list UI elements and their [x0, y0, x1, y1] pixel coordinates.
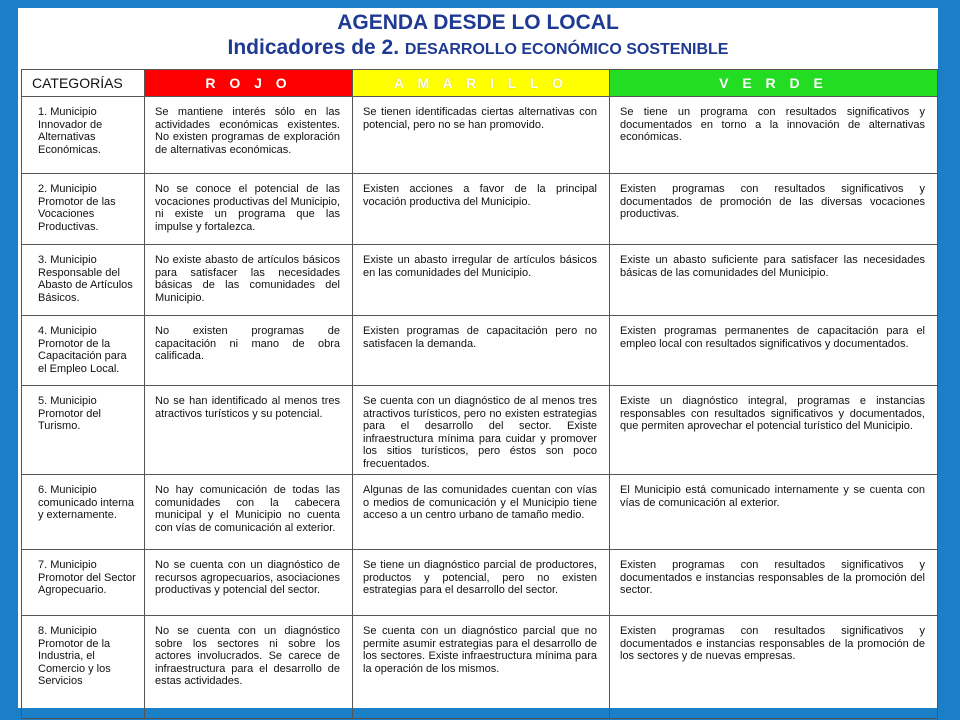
amarillo-cell: Existen acciones a favor de la principal vocación productiva del Municipio.	[353, 174, 610, 245]
table-row	[22, 475, 938, 550]
rojo-cell: Se mantiene interés sólo en las actividades económicas existentes. No existen programas de exploración de alternativas económicas.	[145, 97, 353, 174]
verde-cell: Existen programas con resultados significativos y documentados e instancias responsables de la promoción de los sectores y de nuevas empresas.	[610, 616, 938, 719]
header-amarillo: A M A R I L L O	[353, 70, 610, 97]
table-row	[22, 174, 938, 245]
verde-cell: Existen programas con resultados significativos y documentados de promoción de las diversas vocaciones productivas.	[610, 174, 938, 245]
table-row	[22, 97, 938, 174]
categoria-cell: 2. Municipio Promotor de las Vocaciones Productivas.	[22, 174, 145, 245]
verde-cell: Existe un abasto suficiente para satisfacer las necesidades básicas de las comunidades del Municipio.	[610, 245, 938, 316]
indicators-table	[21, 69, 938, 719]
amarillo-cell: Se tiene un diagnóstico parcial de productores, productos y potencial, pero no existen estrategias para el desarrollo del sector.	[353, 550, 610, 616]
page-subtitle	[18, 35, 938, 63]
rojo-cell: No hay comunicación de todas las comunidades con la cabecera municipal y el Municipio no cuenta con vías de comunicación al exterior.	[145, 475, 353, 550]
amarillo-cell: Existe un abasto irregular de artículos básicos en las comunidades del Municipio.	[353, 245, 610, 316]
rojo-cell: No existen programas de capacitación ni mano de obra calificada.	[145, 316, 353, 386]
amarillo-cell: Algunas de las comunidades cuentan con vías o medios de comunicación y el Municipio tiene acceso a un centro urbano de tamaño medio.	[353, 475, 610, 550]
categoria-cell: 8. Municipio Promotor de la Industria, el Comercio y los Servicios	[22, 616, 145, 719]
categoria-cell: 6. Municipio comunicado interna y externamente.	[22, 475, 145, 550]
verde-cell: Existen programas con resultados significativos y documentados e instancias responsables de la promoción del sector.	[610, 550, 938, 616]
subtitle-main: Indicadores de 2.	[227, 36, 400, 59]
categoria-cell: 4. Municipio Promotor de la Capacitación para el Empleo Local.	[22, 316, 145, 386]
categoria-cell: 3. Municipio Responsable del Abasto de Artículos Básicos.	[22, 245, 145, 316]
rojo-cell: No se cuenta con un diagnóstico de recursos agropecuarios, asociaciones productivas y potencial del sector.	[145, 550, 353, 616]
rojo-cell: No existe abasto de artículos básicos para satisfacer las necesidades básicas de las comunidades del Municipio.	[145, 245, 353, 316]
verde-cell: El Municipio está comunicado internamente y se cuenta con vías de comunicación al exterior.	[610, 475, 938, 550]
table-row	[22, 245, 938, 316]
header-row	[22, 70, 938, 97]
verde-cell: Existen programas permanentes de capacitación para el empleo local con resultados significativos y documentados.	[610, 316, 938, 386]
page-title: AGENDA DESDE LO LOCAL	[337, 11, 619, 34]
header-categorias: CATEGORÍAS	[22, 70, 145, 97]
rojo-cell: No se conoce el potencial de las vocaciones productivas del Municipio, ni existe un programa que las impulse y fortalezca.	[145, 174, 353, 245]
amarillo-cell: Se cuenta con un diagnóstico parcial que no permite asumir estrategias para el desarrollo de los sectores. Existe infraestructura mínima para la operación de los mismos.	[353, 616, 610, 719]
table-row	[22, 386, 938, 475]
amarillo-cell: Existen programas de capacitación pero no satisfacen la demanda.	[353, 316, 610, 386]
subtitle-rest: DESARROLLO ECONÓMICO SOSTENIBLE	[404, 41, 729, 58]
title-block	[18, 8, 938, 68]
categoria-cell: 7. Municipio Promotor del Sector Agropecuario.	[22, 550, 145, 616]
table-row	[22, 316, 938, 386]
categoria-cell: 1. Municipio Innovador de Alternativas Económicas.	[22, 97, 145, 174]
amarillo-cell: Se tienen identificadas ciertas alternativas con potencial, pero no se han promovido.	[353, 97, 610, 174]
amarillo-cell: Se cuenta con un diagnóstico de al menos tres atractivos turísticos, pero no existen estrategias para el desarrollo del sector. Existe infraestructura mínima para cuidar y promover los sitios turísticos, pero éstos son poco frecuentados.	[353, 386, 610, 475]
table-row	[22, 616, 938, 719]
header-rojo: R O J O	[145, 70, 353, 97]
table-row	[22, 550, 938, 616]
rojo-cell: No se cuenta con un diagnóstico sobre los sectores ni sobre los actores involucrados. Se carece de infraestructura para el desarrollo de estas actividades.	[145, 616, 353, 719]
rojo-cell: No se han identificado al menos tres atractivos turísticos y su potencial.	[145, 386, 353, 475]
categoria-cell: 5. Municipio Promotor del Turismo.	[22, 386, 145, 475]
header-verde: V E R D E	[610, 70, 938, 97]
slide-frame	[18, 8, 938, 708]
verde-cell: Se tiene un programa con resultados significativos y documentados en torno a la innovación de alternativas económicas.	[610, 97, 938, 174]
verde-cell: Existe un diagnóstico integral, programas e instancias responsables con resultados significativos y documentados, que permiten aprovechar el potencial turístico del Municipio.	[610, 386, 938, 475]
